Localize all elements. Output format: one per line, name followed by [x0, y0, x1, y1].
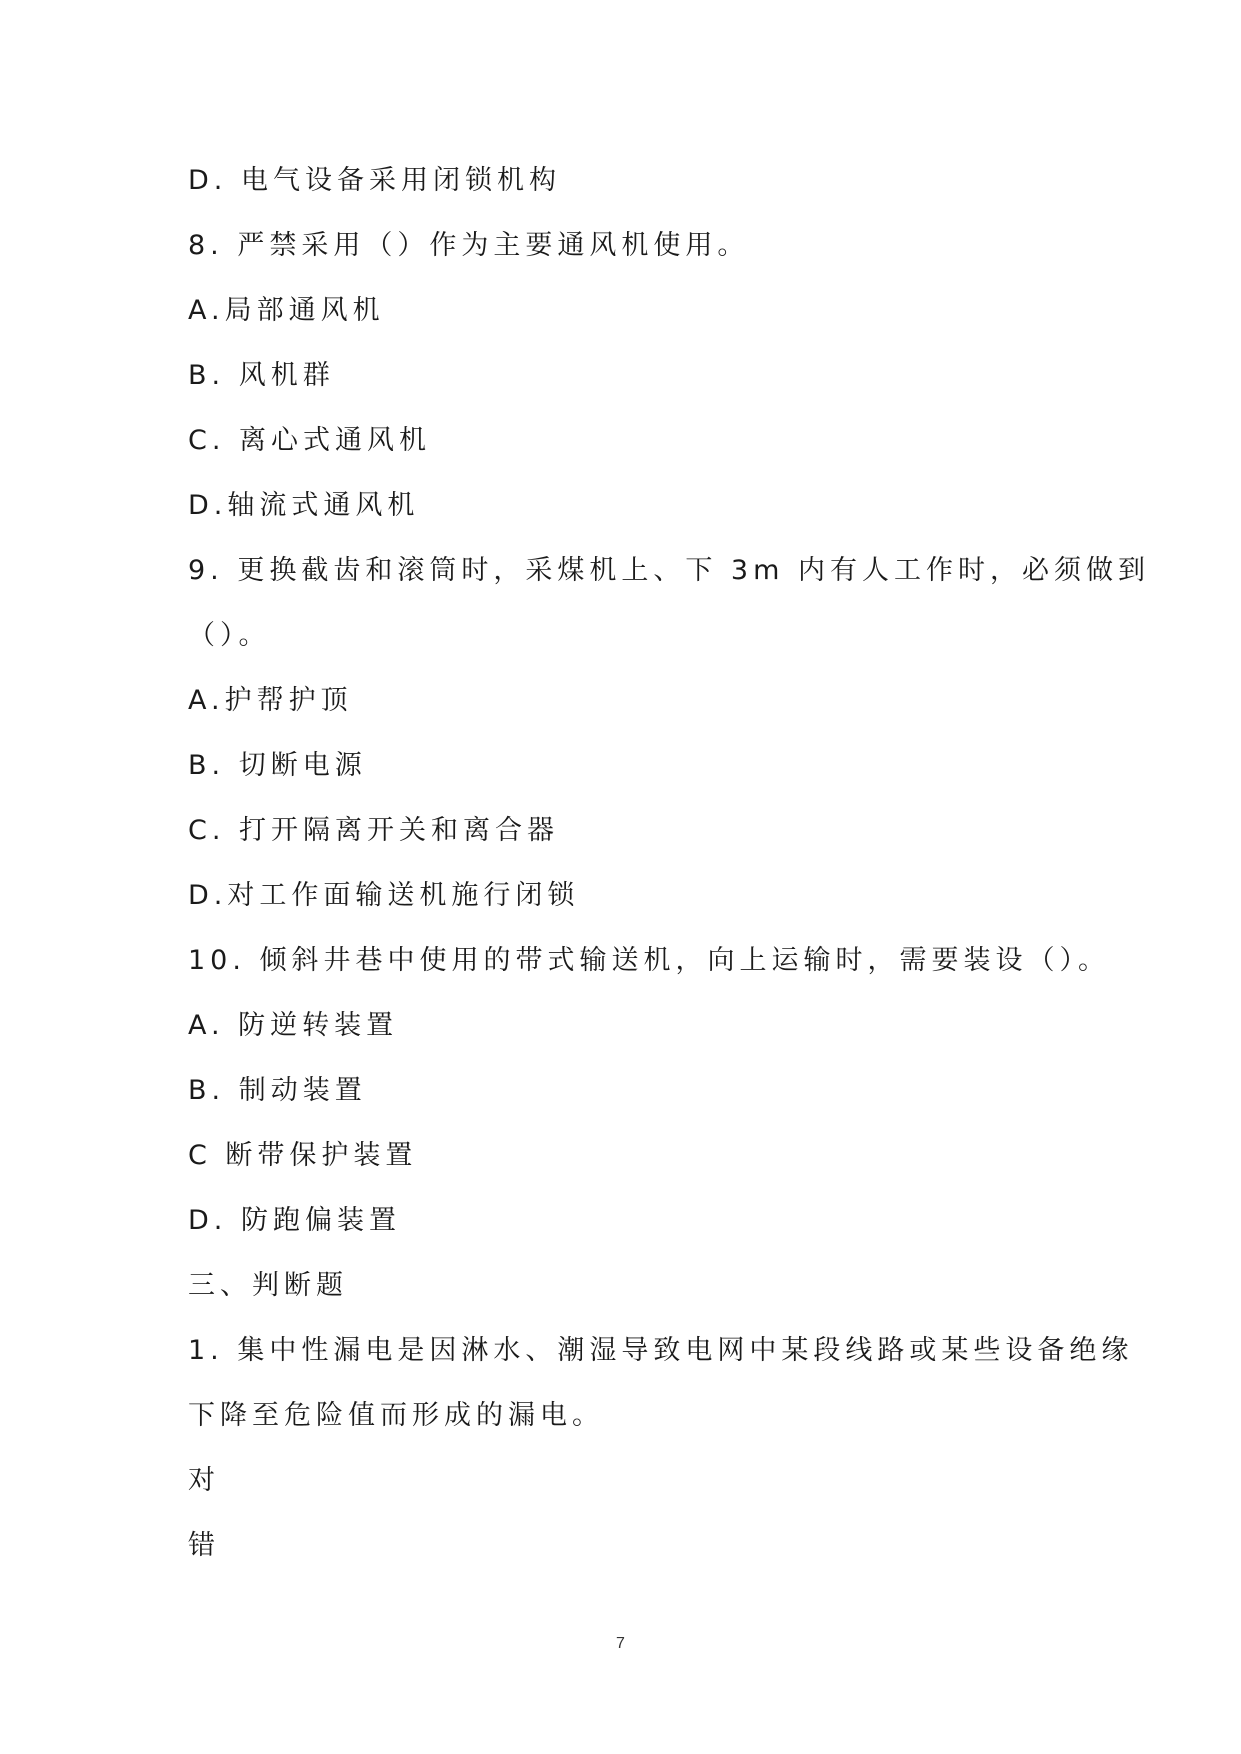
q8-question: 8. 严禁采用（）作为主要通风机使用。 [188, 230, 750, 261]
q9-option-d: D.对工作面输送机施行闭锁 [188, 880, 580, 911]
q9-option-b: B. 切断电源 [188, 750, 367, 781]
q10-option-b: B. 制动装置 [188, 1075, 367, 1106]
q9-option-c: C. 打开隔离开关和离合器 [188, 815, 560, 846]
tf1-option-false: 错 [188, 1530, 220, 1561]
q9-question-continued: （）。 [188, 620, 271, 651]
q10-question: 10. 倾斜井巷中使用的带式输送机，向上运输时，需要装设（）。 [188, 945, 1111, 976]
q10-option-c: C 断带保护装置 [188, 1140, 418, 1171]
q9-option-a: A.护帮护顶 [188, 685, 353, 716]
q10-option-d: D. 防跑偏装置 [188, 1205, 401, 1236]
section-heading-true-false: 三、判断题 [188, 1270, 348, 1301]
q8-option-b: B. 风机群 [188, 360, 335, 391]
q8-option-c: C. 离心式通风机 [188, 425, 432, 456]
q8-option-d: D.轴流式通风机 [188, 490, 420, 521]
page-number: 7 [616, 1635, 625, 1652]
tf1-option-true: 对 [188, 1465, 220, 1496]
q7-option-d: D. 电气设备采用闭锁机构 [188, 165, 561, 196]
q10-option-a: A. 防逆转装置 [188, 1010, 399, 1041]
tf1-statement: 1. 集中性漏电是因淋水、潮湿导致电网中某段线路或某些设备绝缘 [188, 1335, 1134, 1366]
q8-option-a: A.局部通风机 [188, 295, 385, 326]
tf1-statement-continued: 下降至危险值而形成的漏电。 [188, 1400, 604, 1431]
q9-question: 9. 更换截齿和滚筒时，采煤机上、下 3m 内有人工作时，必须做到 [188, 555, 1150, 586]
